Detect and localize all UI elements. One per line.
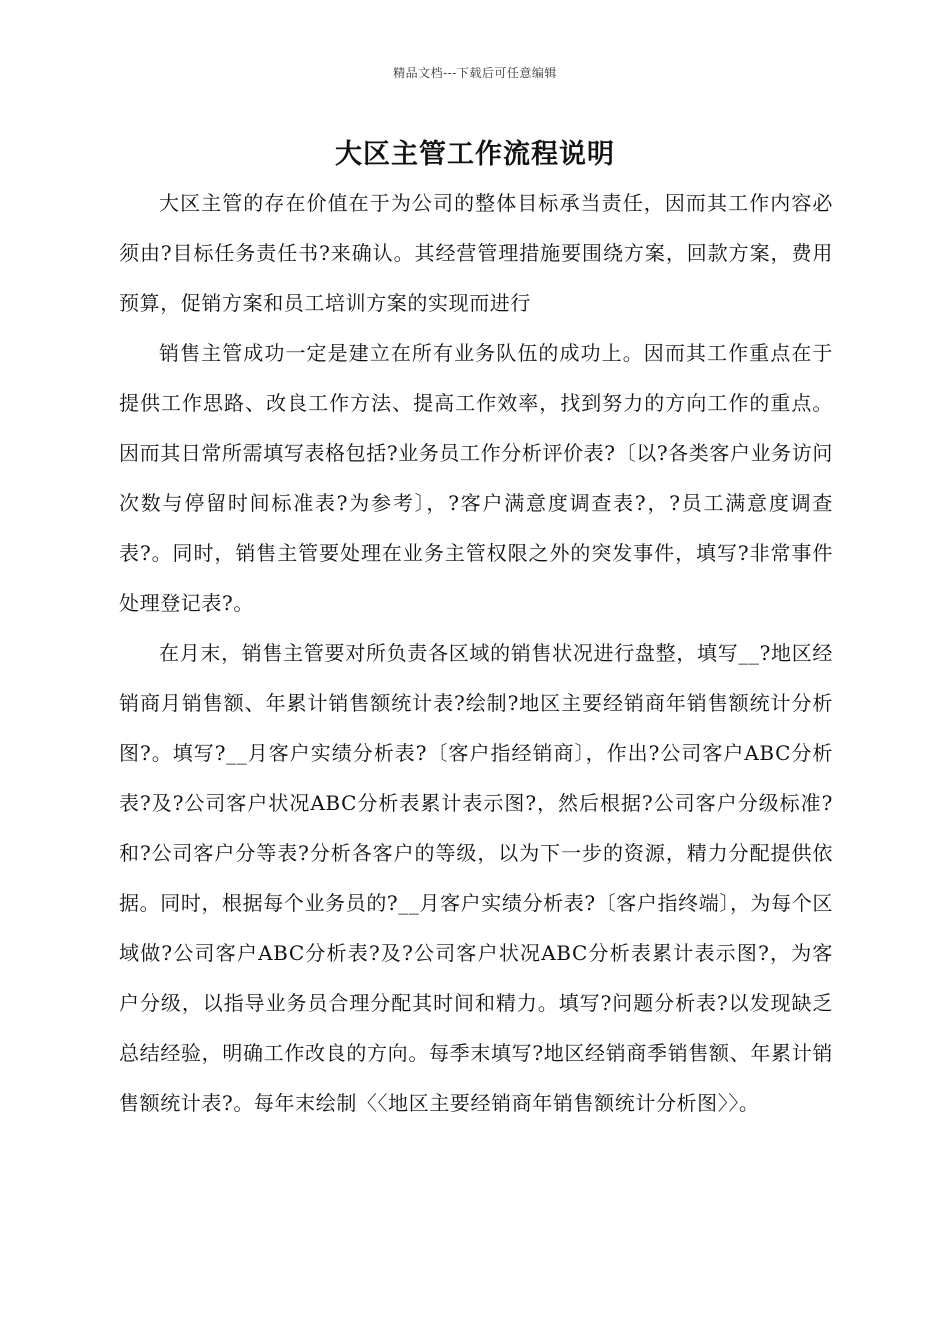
paragraph-month-end: 在月末，销售主管要对所负责各区域的销售状况进行盘整，填写__?地区经销商月销售额、年累计销售额统计表?绘制?地区主要经销商年销售额统计分析图?。填写?__月客户实绩分析表?〔客户指经销商〕，作出?公司客户ABC分析表?及?公司客户状况ABC分析表累计表示图?，然后根据?公司客户分级标准?和?公司客户分等表?分析各客户的等级，以为下一步的资源，精力分配提供依据。同时，根据每个业务员的?__月客户实绩分析表?〔客户指终端〕，为每个区域做?公司客户ABC分析表?及?公司客户状况ABC分析表累计表示图?，为客户分级，以指导业务员合理分配其时间和精力。填写?问题分析表?以发现缺乏总结经验，明确工作改良的方向。每季末填写?地区经销商季销售额、年累计销售额统计表?。每年末绘制〈〈地区主要经销商年销售额统计分析图〉〉。 xyxy=(119,641,833,1115)
document-body xyxy=(119,178,833,1128)
paragraph-intro: 大区主管的存在价值在于为公司的整体目标承当责任，因而其工作内容必须由?目标任务责任书?来确认。其经营管理措施要围绕方案，回款方案，费用预算，促销方案和员工培训方案的实现而进行 xyxy=(119,191,833,315)
header-note: 精品文档---下载后可任意编辑 xyxy=(393,66,557,80)
paragraph-sales-manager: 销售主管成功一定是建立在所有业务队伍的成功上。因而其工作重点在于提供工作思路、改良工作方法、提高工作效率，找到努力的方向工作的重点。因而其日常所需填写表格包括?业务员工作分析评价表?〔以?各类客户业务访问次数与停留时间标准表?为参考〕，?客户满意度调查表?，?员工满意度调查表?。同时，销售主管要处理在业务主管权限之外的突发事件，填写?非常事件处理登记表?。 xyxy=(119,341,833,615)
document-title: 大区主管工作流程说明 xyxy=(335,139,615,170)
